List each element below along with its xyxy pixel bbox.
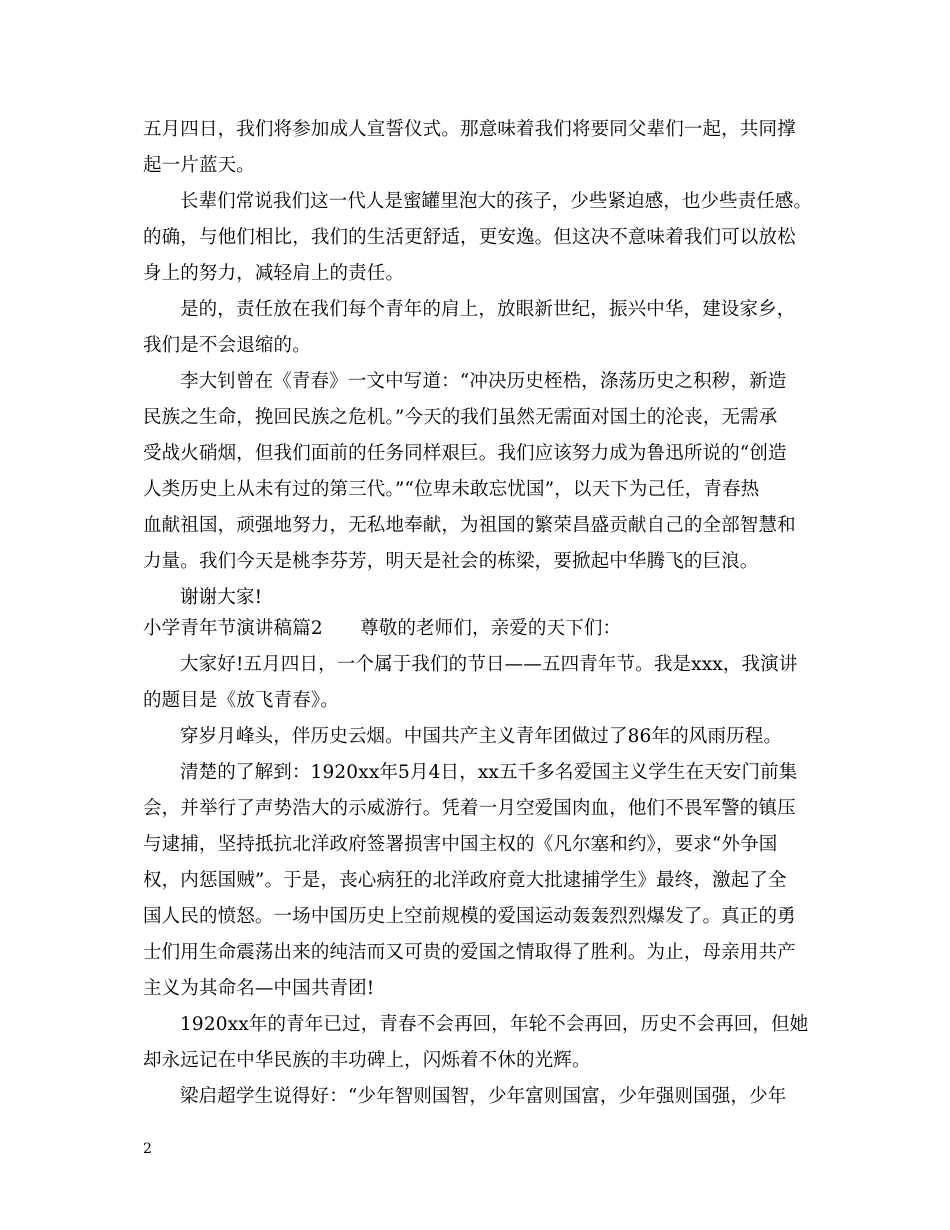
text-line: 穿岁月峰头，伴历史云烟。中国共产主义青年团做过了86年的风雨历程。 (180, 726, 782, 747)
text-line: 谢谢大家! (180, 587, 263, 608)
text-line: 李大钊曾在《青春》一文中写道：“冲决历史桎梏，涤荡历史之积秽，新造 (180, 371, 787, 392)
text-line: 力量。我们今天是桃李芬芳，明天是社会的栋梁，要掀起中华腾飞的巨浪。 (143, 551, 759, 572)
section-heading: 小学青年节演讲稿篇2 尊敬的老师们，亲爱的天下们： (143, 618, 622, 639)
text-line: 人类历史上从未有过的第三代。”“位卑未敢忘忧国”，以天下为己任，青春热 (143, 479, 760, 500)
text-line: 清楚的了解到：1920xx年5月4日，xx五千多名爱国主义学生在天安门前集 (180, 762, 798, 783)
text-line: 身上的努力，减轻肩上的责任。 (143, 263, 405, 284)
text-line: 却永远记在中华民族的丰功碑上，闪烁着不休的光辉。 (143, 1050, 591, 1071)
text-line: 民族之生命，挽回民族之危机。”今天的我们虽然无需面对国土的沦丧，无需承 (143, 407, 778, 428)
text-line: 的题目是《放飞青春》。 (143, 690, 339, 711)
text-line: 五月四日，我们将参加成人宣誓仪式。那意味着我们将要同父辈们一起，共同撑 (143, 119, 796, 140)
text-line: 1920xx年的青年已过，青春不会再回，年轮不会再回，历史不会再回，但她 (180, 1014, 809, 1035)
text-line: 与逮捕，坚持抵抗北洋政府签署损害中国主权的《凡尔塞和约》，要求“外争国 (143, 834, 778, 855)
text-line: 主义为其命名—中国共青团! (143, 978, 375, 999)
text-line: 血献祖国，顽强地努力，无私地奉献，为祖国的繁荣昌盛贡献自己的全部智慧和 (143, 515, 796, 536)
page-number: 2 (143, 1141, 152, 1157)
text-line: 国人民的愤怒。一场中国历史上空前规模的爱国运动轰轰烈烈爆发了。真正的勇 (143, 906, 796, 927)
text-line: 权，内惩国贼”。于是，丧心病狂的北洋政府竟大批逮捕学生》最终，激起了全 (143, 870, 787, 891)
text-line: 是的，责任放在我们每个青年的肩上，放眼新世纪，振兴中华，建设家乡， (180, 299, 796, 320)
text-line: 起一片蓝天。 (143, 155, 255, 176)
text-line: 的确，与他们相比，我们的生活更舒适，更安逸。但这决不意味着我们可以放松 (143, 227, 796, 248)
text-line: 长辈们常说我们这一代人是蜜罐里泡大的孩子，少些紧迫感，也少些责任感。 (180, 191, 813, 212)
text-line: 大家好!五月四日，一个属于我们的节日——五四青年节。我是xxx，我演讲 (180, 654, 798, 675)
text-line: 梁启超学生说得好：“少年智则国智，少年富则国富，少年强则国强，少年 (180, 1086, 787, 1107)
text-line: 会，并举行了声势浩大的示威游行。凭着一月空爱国肉血，他们不畏军警的镇压 (143, 798, 796, 819)
text-line: 我们是不会退缩的。 (143, 335, 311, 356)
text-line: 士们用生命震荡出来的纯洁而又可贵的爱国之情取得了胜利。为止，母亲用共产 (143, 942, 796, 963)
text-line: 受战火硝烟，但我们面前的任务同样艰巨。我们应该努力成为鲁迅所说的“创造 (143, 443, 787, 464)
